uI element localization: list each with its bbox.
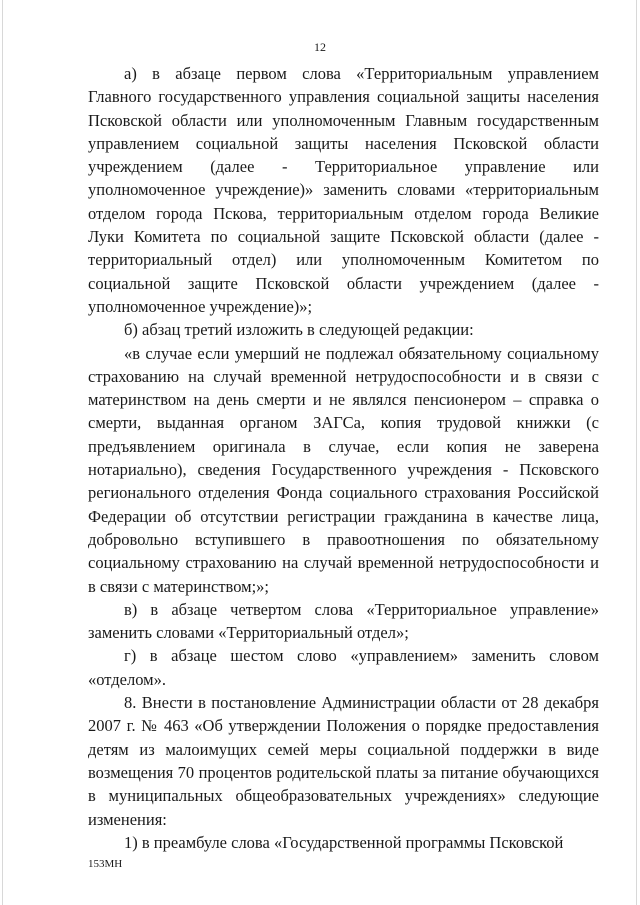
paragraph-g: г) в абзаце шестом слово «управлением» заменить словом «отделом». — [88, 646, 599, 689]
page-number: 12 — [314, 40, 326, 54]
paragraph-b: б) абзац третий изложить в следующей редакции: — [124, 320, 474, 340]
paragraph-a: а) в абзаце первом слова «Территориальным управлением Главного государственного управления социальной защиты населения Псковской области или уполномоченным Главным государственным управлением социальной защиты населения Псковской области учреждением (далее - Территориальное управление или уполномоченное учреждение)» заменить словами «территориальным отделом города Пскова, территориальным отделом города Великие Луки Комитета по социальной защите Псковской области (далее - территориальный отдел) или уполномоченным Комитетом по социальной защите Псковской области учреждением (далее - уполномоченное учреждение)»; — [88, 64, 599, 316]
paragraph-v: в) в абзаце четвертом слова «Территориальное управление» заменить словами «Территориальный отдел»; — [88, 599, 599, 643]
document-body — [88, 62, 599, 854]
scan-edge-right — [636, 0, 637, 905]
paragraph-quote: «в случае если умерший не подлежал обязательному социальному страхованию на случай временной нетрудоспособности и в связи с материнством на день смерти и не являлся пенсионером – справка о смерти, выданная органом ЗАГСа, копия трудовой книжки (с предъявлением оригинала в случае, если копия не заверена нотариально), сведения Государственного учреждения - Псковского регионального отделения Фонда социального страхования Российской Федерации об отсутствии регистрации гражданина в качестве лица, добровольно вступившего в правоотношения по обязательному социальному страхованию на случай временной нетрудоспособности и в связи с материнством;»; — [88, 343, 599, 596]
paragraph-8: 8. Внести в постановление Администрации области от 28 декабря 2007 г. № 463 «Об утверждении Положения о порядке предоставления детям из малоимущих семей меры социальной поддержки в виде возмещения 70 процентов родительской платы за питание обучающихся в муниципальных общеобразовательных учреждениях» следующие изменения: — [88, 693, 599, 829]
paragraph-1: 1) в преамбуле слова «Государственной программы Псковской — [124, 832, 564, 852]
scan-edge-left — [2, 0, 3, 905]
footer-code: 153МН — [88, 858, 123, 870]
